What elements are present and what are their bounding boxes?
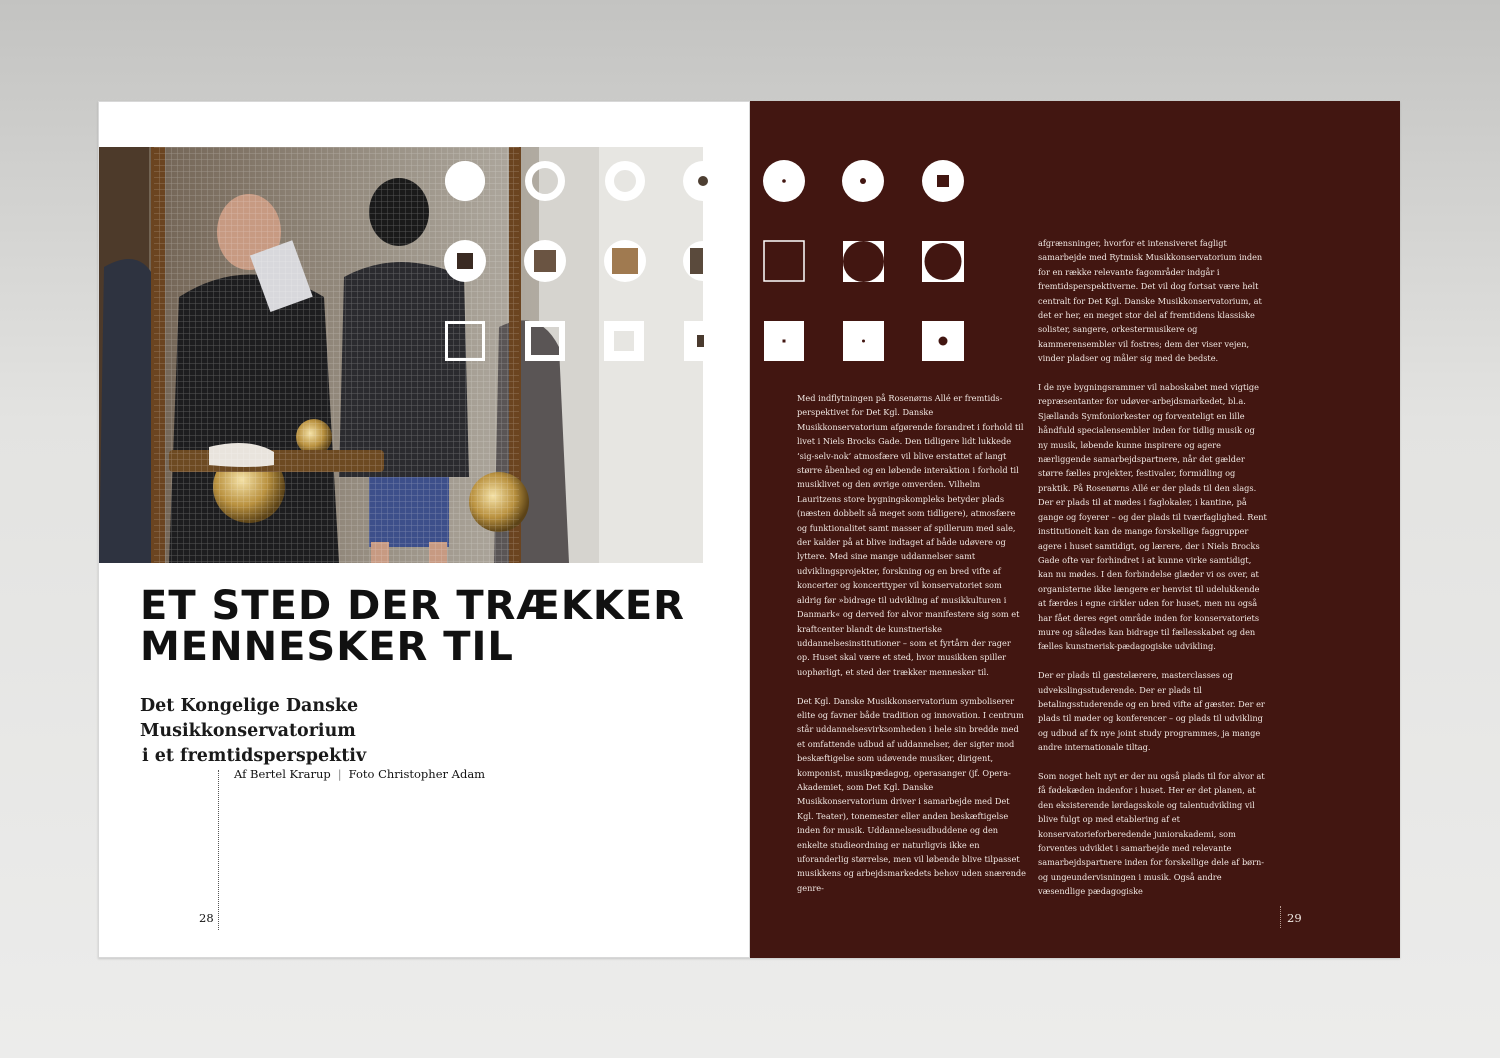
dotted-rule-right [1280,906,1281,928]
circle-dot-medium [842,160,884,202]
circle-square-hole-large [444,240,486,282]
square-outline [764,241,804,281]
subtitle-line-2: i et fremtidsperspektiv [142,746,367,766]
square-frame-cut [684,321,704,361]
article-subtitle [140,694,560,769]
headline-line-2: MENNESKER TIL [140,624,514,670]
page-number-left: 28 [199,911,214,925]
circle-square-hole-xl [524,240,566,282]
paragraph: I de nye bygningsrammer vil naboskabet med vigtige repræsentanter for udøver-arbejdsmarkedet, bl.a. Sjællands Symfoniorkester og forventeligt en lille håndfuld specialensembler inden for tidlig musik og ny musik, løbende kunne inspirere og agere nærliggende samarbejdspartnere, når det gælder større fælles projekter, festivaler, formidling og praktik. På Rosenørns Allé er der plads til den slags. Der er plads til at mødes i faglokaler, i kantine, på gange og foyerer – og der plads til tværfaglighed. Rent institutionelt kan de mange forskellige faggrupper agere i huset samtidigt, og lærere, der i Niels Brocks Gade ofte var forhindret i at kunne virke samtidigt, kan nu mødes. I den forbindelse glæder vi os over, at organisterne ikke længere er henvist til udelukkende at færdes i egne cirkler uden for huset, men nu også har fået deres eget område inden for konservatoriets mure og således kan bidrage til fællesskabet og den fælles kunstnerisk-pædagogiske udvikling. [1038,382,1267,652]
circle-square-hole [922,160,964,202]
square-frame-thick [609,326,639,356]
subtitle-line-1: Det Kongelige Danske Musikkonservatorium [140,696,359,741]
square-circle-hole-2 [922,241,964,282]
byline-separator: | [337,767,342,781]
paragraph: afgrænsninger, hvorfor et intensiveret fagligt samarbejde med Rytmisk Musikkonservatorium inden for en række relevante fagområder indgår i fremtidsperspektiverne. Det vil dog fortsat være helt centralt for Det Kgl. Danske Musikkonservatorium, at det er her, en meget stor del af fremtidens klassiske solister, sangere, orkestermusikere og kammerensembler vil fostres; dem der viser vejen, vinder pladser og måler sig med de bedste. [1038,238,1263,364]
byline [234,767,485,781]
dotted-rule-left [218,770,219,930]
square-dot-small [764,321,804,361]
body-column-1 [797,391,1026,910]
circle-dot-small [763,160,805,202]
square-frame-medium [528,324,562,358]
headline-line-1: ET STED DER TRÆKKER [140,583,685,629]
page-number-right: 29 [1287,911,1302,925]
paragraph: Det Kgl. Danske Musikkonservatorium symboliserer elite og favner både tradition og innovation. I centrum står uddannelsesvirksomheden i hele sin bredde med et omfattende udbud af uddannelser, der sigter mod beskæftigelse som udøvende musiker, dirigent, komponist, musikpædagog, operasanger (jf. Opera-Akademiet, som Det Kgl. Danske Musikkonservatorium driver i samarbejde med Det Kgl. Teater), tonemester eller anden beskæftigelse inden for musik. Uddannelsesudbuddene og den enkelte studieordning er naturligvis ikke en uforanderlig størrelse, men vil løbende blive tilpasset musikkens og arbejdsmarkedets behov uden snærende genre- [797,695,1026,893]
article-headline [140,583,685,670]
byline-author: Af Bertel Krarup [234,767,331,781]
circle-ring-medium [529,165,562,198]
circle-ring-thick [610,166,641,197]
circle-square-hole-xxl [604,240,646,282]
square-dot-tiny [843,321,884,361]
square-frame-thin [447,323,484,360]
body-column-2 [1038,236,1267,913]
byline-photo-credit: Foto Christopher Adam [348,767,486,781]
square-circle-hole [843,241,884,282]
square-dot-medium [922,321,964,361]
paragraph: Med indflytningen på Rosenørns Allé er fremtids-perspektivet for Det Kgl. Danske Musikkonservatorium afgørende forandret i forhold til livet i Niels Brocks Gade. Den tidligere lidt lukkede ‘sig-selv-nok’ atmosfære vil blive erstattet af langt større åbenhed og en løbende interaktion i forhold til musiklivet og den øvrige omverden. Vilhelm Lauritzens store bygningskompleks betyder plads (næsten dobbelt så meget som tidligere), atmosfære og funktionalitet samt masser af spillerum med sale, der kalder på at blive indtaget af både udøvere og lyttere. Med sine mange uddannelser samt udviklingsprojekter, forskning og en bred vifte af koncerter og koncerttyper vil konservatoriet som aldrig før »bidrage til udvikling af musikkulturen i Danmark« og derved for alvor manifestere sig som et kraftcenter blandt de kunstneriske uddannelsesinstitutioner – som et fyrtårn der rager op. Huset skal være et sted, hvor musikken spiller uophørligt, et sted der trækker mennesker til. [797,393,1024,677]
paragraph: Som noget helt nyt er der nu også plads til for alvor at få fødekæden indenfor i huset. Her er det planen, at den eksisterende lørdagsskole og talentudvikling vil blive fulgt op med etablering af et konservatorieforberedende juniorakademi, som forventes udviklet i samarbejde med relevante samarbejdspartnere inden for forskellige dele af børn- og ungeundervisningen i musik. Også andre væsendlige pædagogiske [1038,770,1265,897]
paragraph: Der er plads til gæstelærere, masterclasses og udvekslingsstuderende. Der er plads til betalingsstuderende og en bred vifte af gæster. Der er plads til møder og konferencer – og plads til udvikling og udbud af fx nye joint study programmes, ja mange andre internationale tiltag. [1038,670,1265,753]
